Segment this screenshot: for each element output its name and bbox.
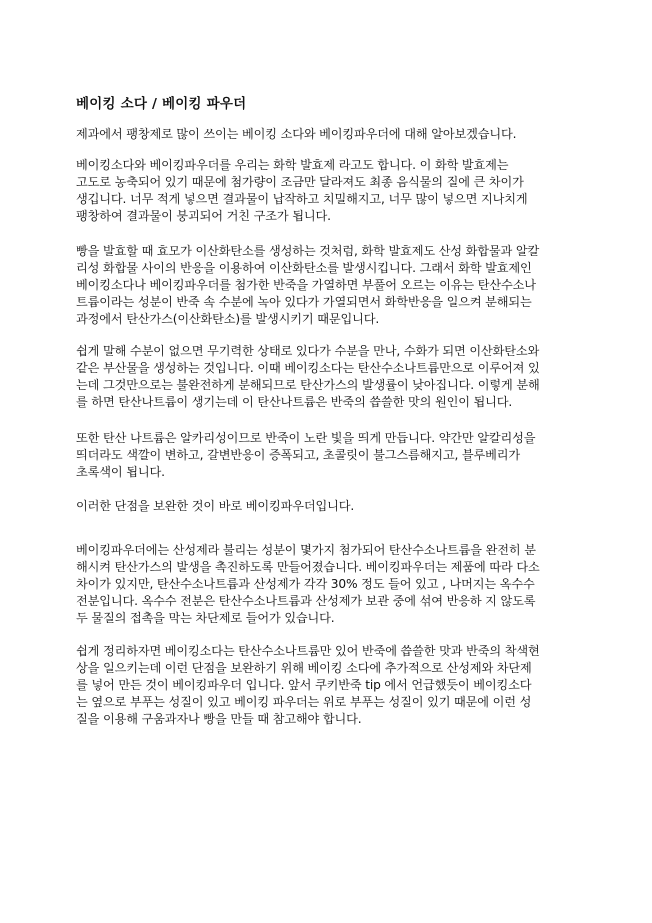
paragraph-line: 베이킹파우더에는 산성제라 불리는 성분이 몇가지 첨가되어 탄산수소나트륨을 완전히 분	[76, 543, 536, 557]
paragraph-transition	[76, 498, 586, 515]
paragraph-line: 를 하면 탄산나트륨이 생기는데 이 탄산나트륨은 반죽의 씁쓸한 맛의 원인이 됩니다.	[76, 395, 513, 409]
paragraph-line: 차이가 있지만, 탄산수소나트륨과 산성제가 각각 30% 정도 들어 있고 , 나머지는 옥수수	[76, 577, 535, 591]
paragraph-baking-powder	[76, 542, 586, 627]
paragraph-line: 초록색이 됩니다.	[76, 465, 165, 479]
paragraph-line: 베이킹소다와 베이킹파우더를 우리는 화학 발효제 라고도 합니다. 이 화학 발효제는	[76, 158, 509, 172]
paragraph-line: 전분입니다. 옥수수 전분은 탄산수소나트륨과 산성제가 보관 중에 섞여 반응하 지 않도록	[76, 594, 536, 608]
paragraph-line: 상을 일으키는데 이런 단점을 보완하기 위해 베이킹 소다에 추가적으로 산성제와 차단제	[76, 661, 532, 675]
paragraph-line: 생깁니다. 너무 적게 넣으면 결과물이 납작하고 치밀해지고, 너무 많이 넣으면 지나치게	[76, 192, 528, 206]
paragraph-alkaline-effects	[76, 430, 586, 481]
paragraph-line: 는 옆으로 부푸는 성질이 있고 베이킹 파우더는 위로 부푸는 성질이 있기 때문에 이런 성	[76, 695, 532, 709]
paragraph-intro	[76, 126, 586, 143]
paragraph-line: 같은 부산물을 생성하는 것입니다. 이때 베이킹소다는 탄산수소나트륨만으로 이루어져 있	[76, 361, 540, 375]
paragraph-line: 쉽게 정리하자면 베이킹소다는 탄산수소나트륨만 있어 반죽에 씁쓸한 맛과 반죽의 착색현	[76, 644, 540, 658]
paragraph-line: 쉽게 말해 수분이 없으면 무기력한 상태로 있다가 수분을 만나, 수화가 되면 이산화탄소와	[76, 344, 540, 358]
paragraph-line: 두 물질의 접촉을 막는 차단제로 들어가 있습니다.	[76, 611, 335, 625]
paragraph-co2-reaction	[76, 243, 586, 328]
paragraph-line: 이러한 단점을 보완한 것이 바로 베이킹파우더입니다.	[76, 499, 355, 513]
document-title: 베이킹 소다 / 베이킹 파우더	[76, 96, 247, 112]
paragraph-line: 리성 화합물 사이의 반응을 이용하여 이산화탄소를 발생시킵니다. 그래서 화학 발효제인	[76, 261, 532, 275]
paragraph-line: 질을 이용해 구움과자나 빵을 만들 때 참고해야 합니다.	[76, 712, 362, 726]
paragraph-line: 빵을 발효할 때 효모가 이산화탄소를 생성하는 것처럼, 화학 발효제도 산성 화합물과 알칼	[76, 244, 540, 258]
paragraph-summary	[76, 643, 586, 728]
paragraph-line: 를 넣어 만든 것이 베이킹파우더 입니다. 앞서 쿠키반죽 tip 에서 언급했듯이 베이킹소다	[76, 678, 532, 692]
paragraph-hydration	[76, 343, 586, 411]
paragraph-line: 띄더라도 색깔이 변하고, 갈변반응이 증폭되고, 초콜릿이 불그스름해지고, 블루베리가	[76, 448, 521, 462]
paragraph-line: 베이킹소다나 베이킹파우더를 첨가한 반죽을 가열하면 부풀어 오르는 이유는 탄산수소나	[76, 278, 536, 292]
paragraph-chemical-leavening	[76, 157, 586, 225]
paragraph-line: 해시켜 탄산가스의 발생을 촉진하도록 만들어졌습니다. 베이킹파우더는 제품에 따라 다소	[76, 560, 540, 574]
paragraph-line: 고도로 농축되어 있기 때문에 첨가량이 조금만 달라져도 최종 음식물의 질에 큰 차이가	[76, 175, 524, 189]
paragraph-line: 과정에서 탄산가스(이산화탄소)를 발생시키기 때문입니다.	[76, 312, 380, 326]
paragraph-line: 또한 탄산 나트륨은 알카리성이므로 반죽이 노란 빛을 띄게 만듭니다. 약간만 알칼리성을	[76, 431, 536, 445]
paragraph-line: 팽창하여 결과물이 붕괴되어 거친 구조가 됩니다.	[76, 209, 331, 223]
paragraph-line: 제과에서 팽창제로 많이 쓰이는 베이킹 소다와 베이킹파우더에 대해 알아보겠습니다.	[76, 127, 517, 141]
paragraph-line: 트륨이라는 성분이 반죽 속 수분에 녹아 있다가 가열되면서 화학반응을 일으켜 분해되는	[76, 295, 532, 309]
paragraph-line: 는데 그것만으로는 불완전하게 분해되므로 탄산가스의 발생률이 낮아집니다. 이렇게 분해	[76, 378, 540, 392]
